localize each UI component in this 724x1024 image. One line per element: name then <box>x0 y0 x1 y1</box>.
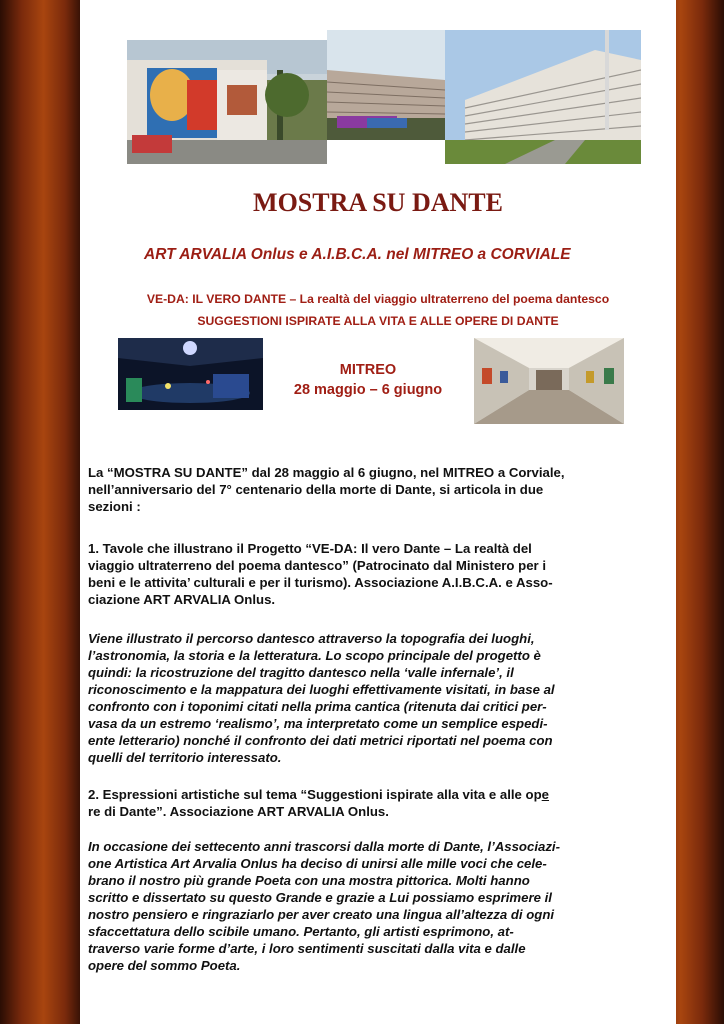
text-line: La “MOSTRA SU DANTE” dal 28 maggio al 6 giugno, nel MITREO a Corviale, <box>88 465 565 480</box>
event-venue: MITREO <box>339 362 397 378</box>
text-line: nell’anniversario del 7° centenario della morte di Dante, si articola in due <box>88 482 544 497</box>
text-line: sfaccettatura dello scibile umano. Pertanto, gli artisti esprimono, at- <box>88 924 514 939</box>
section-2-heading <box>88 786 644 820</box>
text-line: ciazione ART ARVALIA Onlus. <box>88 592 276 607</box>
text-line: quelli del territorio interessato. <box>88 750 282 765</box>
event-dates: 28 maggio – 6 giugno <box>293 382 443 398</box>
intro-paragraph <box>88 464 644 515</box>
text-line: nostro pensiero e ringraziarlo per aver creato una lingua all’altezza di ogni <box>88 907 555 922</box>
project-subtitle: SUGGESTIONI ISPIRATE ALLA VITA E ALLE OPERE DI DANTE <box>197 314 559 328</box>
text-line: vasa da un estremo ‘realismo’, ma interpretato come un semplice espedi- <box>88 716 548 731</box>
event-subtitle: ART ARVALIA Onlus e A.I.B.C.A. nel MITREO a CORVIALE <box>144 246 571 263</box>
underlined-fragment: e <box>541 787 550 802</box>
text-line: traverso varie forme d’arte, i loro sentimenti suscitati dalla vita e dalle <box>88 941 526 956</box>
housing-block-photo <box>327 30 445 140</box>
corviale-building-photo <box>445 30 641 164</box>
document-page <box>80 0 676 1024</box>
text-line: Viene illustrato il percorso dantesco attraverso la topografia dei luoghi, <box>88 631 535 646</box>
text-line: re di Dante”. Associazione ART ARVALIA Onlus. <box>88 804 389 819</box>
section-2-description <box>88 838 644 974</box>
text-line: ente letterario) nonché il confronto dei dati metrici riportati nel poema con <box>88 733 553 748</box>
text-line: 1. Tavole che illustrano il Progetto “VE-DA: Il vero Dante – La realtà del <box>88 541 532 556</box>
text-fragment: 2. Espressioni artistiche sul tema “Suggestioni ispirate alla vita e alle op <box>88 787 542 802</box>
event-info <box>280 360 456 400</box>
text-line: sezioni : <box>88 499 141 514</box>
text-line: one Artistica Art Arvalia Onlus ha deciso di unirsi alle mille voci che cele- <box>88 856 547 871</box>
text-line: viaggio ultraterreno del poema dantesco” (Patrocinato dal Ministero per i <box>88 558 546 573</box>
text-line: brano il nostro più grande Poeta con una mostra pittorica. Molti hanno <box>88 873 530 888</box>
text-line: scritto e dissertato su questo Grande e grazie a Lui possiamo esprimere il <box>88 890 552 905</box>
text-line: opere del sommo Poeta. <box>88 958 241 973</box>
section-1-description <box>88 630 644 766</box>
project-title: VE-DA: IL VERO DANTE – La realtà del viaggio ultraterreno del poema dantesco <box>146 292 610 306</box>
text-line: riconoscimento e la mappatura dei luoghi effettivamente visitati, in base al <box>88 682 555 697</box>
section-1-heading <box>88 540 644 608</box>
gallery-corridor-photo <box>474 338 624 424</box>
text-line: l’astronomia, la storia e la letteratura. Lo scopo principale del progetto è <box>88 648 541 663</box>
page-title: MOSTRA SU DANTE <box>253 188 503 217</box>
mural-building-photo <box>127 40 327 164</box>
text-line <box>88 786 644 803</box>
text-line: beni e le attivita’ culturali e per il turismo). Associazione A.I.B.C.A. e Asso- <box>88 575 553 590</box>
text-line: confronto con i toponimi citati nella prima cantica (ritenuta dai critici per- <box>88 699 547 714</box>
text-line: In occasione dei settecento anni trascorsi dalla morte di Dante, l’Associazi- <box>88 839 560 854</box>
mitreo-hall-photo <box>118 338 263 410</box>
text-line: quindi: la ricostruzione del tragitto dantesco nella ‘valle infernale’, il <box>88 665 514 680</box>
